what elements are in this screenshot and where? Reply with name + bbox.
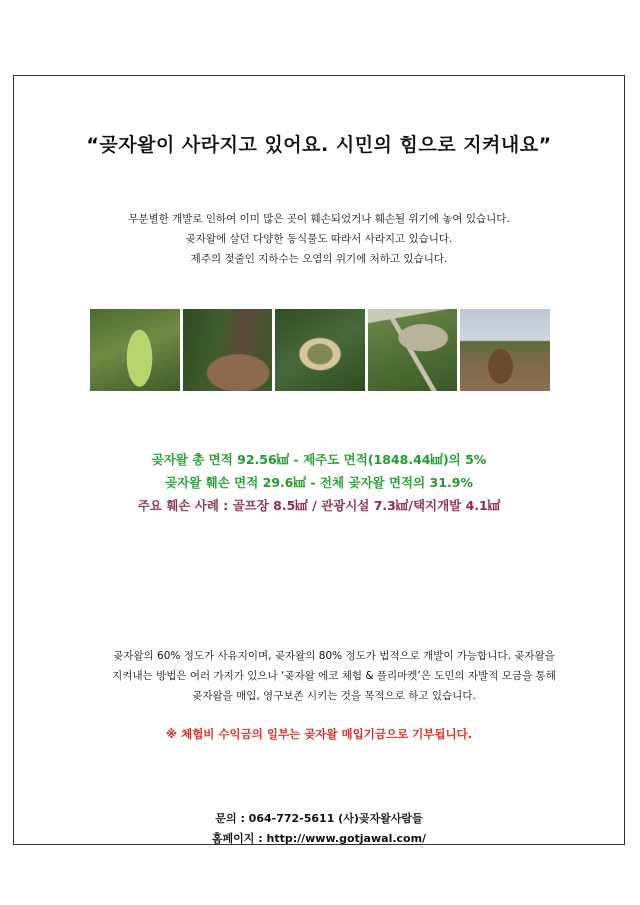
photo-strip [90,309,550,391]
body-line: 지켜내는 방법은 여러 가지가 있으나 ‘곶자왈 에코 체험 & 플리마켓’은 도민의 자발적 모금을 통해 [112,670,556,682]
total-area-stat: 곶자왈 총 면적 92.56㎢ - 제주도 면적(1848.44㎢)의 5% [151,452,487,467]
quarry-cliff-photo [183,309,273,391]
intro-paragraph [14,209,624,269]
development-site-aerial-photo [368,309,458,391]
body-paragraph [76,646,592,706]
damaged-area-stat: 곶자왈 훼손 면적 29.6㎢ - 전체 곶자왈 면적의 31.9% [165,475,473,490]
body-line: 곶자왈의 60% 정도가 사유지이며, 곶자왈의 80% 정도가 법적으로 개발이 가능합니다. 곶자왈을 [113,650,555,662]
contact-phone: 문의 : 064-772-5611 (사)곶자왈사람들 [215,812,423,825]
statistics-block [14,448,624,517]
intro-line: 제주의 젖줄인 지하수는 오염의 위기에 처하고 있습니다. [190,253,448,265]
golf-course-aerial-photo [90,309,180,391]
donation-notice: ※ 체험비 수익금의 일부는 곶자왈 매입기금으로 기부됩니다. [165,727,473,741]
cleared-hilltop-photo [275,309,365,391]
contact-block [14,809,624,849]
body-line: 곶자왈을 매입, 영구보존 시키는 것을 목적으로 하고 있습니다. [192,690,476,702]
document-frame [13,75,625,845]
damage-cases-stat: 주요 훼손 사례 : 골프장 8.5㎢ / 관광시설 7.3㎢/택지개발 4.1㎢ [137,498,501,513]
intro-line: 무분별한 개발로 인하여 이미 많은 곳이 훼손되었거나 훼손될 위기에 놓여 있습니다. [128,213,510,225]
uprooted-tree-photo [460,309,550,391]
intro-line: 곶자왈에 살던 다양한 동식물도 따라서 사라지고 있습니다. [185,233,453,245]
page-title: “곶자왈이 사라지고 있어요. 시민의 힘으로 지켜내요” [86,134,552,156]
homepage-link[interactable]: 홈페이지 : http://www.gotjawal.com/ [211,832,427,845]
